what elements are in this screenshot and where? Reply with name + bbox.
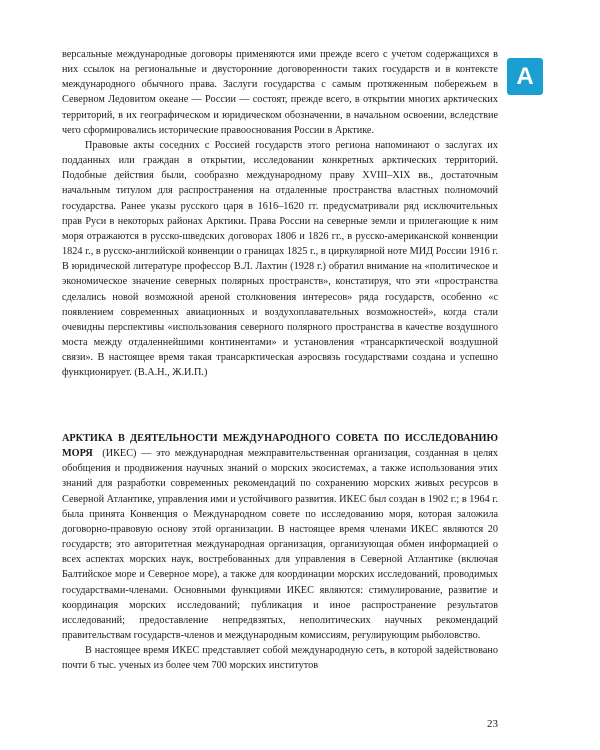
article-ices [62, 431, 498, 674]
page-number: 23 [487, 718, 498, 730]
article-heading: АРКТИКА В ДЕЯТЕЛЬНОСТИ МЕЖДУНАРОДНОГО СОВЕТА ПО ИССЛЕДОВАНИЮ МОРЯ [62, 433, 498, 460]
article-body-text: — это международная межправительственная организация, созданная в целях обобщения и продвижения научных знаний о морских экосистемах, а также использования этих знаний для разработки современных рекомендаций по сохранению морских живых ресурсов в Северной Атлантике, управления ими и устойчивого развития. ИКЕС был создан в 1902 г.; в 1964 г. была принята Конвенция о Международном совете по исследованию моря, которая заложила договорно-правовую основу этой организации. В настоящее время членами ИКЕС являются 20 государств; это авторитетная международная организация, организующая обмен информацией о всех аспектах морских наук, востребованных для управления в Северной Атлантике (включая Балтийское море и Северное море), а также для координации морских исследований, проводимых государствами-членами. Основными функциями ИКЕС являются: стимулирование, развитие и координация морских исследований; публикация и иное распространение результатов исследований; предоставление непредвзятых, неполитических научных рекомендаций правительствам государств-членов и международным комиссиям, регулирующим рыболовство. [62, 448, 499, 642]
section-letter: A [516, 62, 534, 90]
paragraph: Правовые акты соседних с Россией государств этого региона напоминают о заслугах их подданных или граждан в открытии, исследовании конкретных арктических территорий. Подобные действия были, сообразно международному праву XVIII–XIX вв., достаточным начальным титулом для распространения на отдаленные пространства властных полномочий государства. Ранее указы русского царя в 1616–1620 гг. предусматривали ряд исключительных прав Руси в некоторых районах Арктики. Права России на северные земли и прилегающие к ним моря отражаются в русско-шведских договорах 1806 и 1826 гг., в русско-американской конвенции 1824 г., в русско-английской конвенции о границах 1825 г., в циркулярной ноте МИД России 1916 г. В юридической литературе профессор В.Л. Лахтин (1928 г.) обратил внимание на «политическое и экономическое значение северных полярных пространств», констатируя, что эти «пространства сделались новой возможной ареной столкновения интересов» ряда государств, особенно «с появлением современных авиационных и воздухоплавательных возможностей», когда стали очевидны перспективы «использования северного полярного пространства в качестве воздушного моста между отдаленнейшими континентами» и установления «трансарктической воздушной связи». В настоящее время такая трансарктическая аэросвязь государствами создана и успешно функционирует. (В.А.Н., Ж.И.П.) [62, 139, 498, 379]
continued-article-text [62, 47, 498, 380]
section-letter-tab [507, 58, 543, 95]
article-first-paragraph [62, 431, 498, 643]
article-continuation-paragraph: В настоящее время ИКЕС представляет собой международную сеть, в которой задействовано почти 6 тыс. ученых из более чем 700 морских институтов [62, 645, 498, 672]
paragraph: версальные международные договоры применяются ими прежде всего с учетом содержащихся в них ссылок на региональные и двусторонние договоренности таких государств и в контексте международного обычного права. Заслуги государства с самым протяженным побережьем в Северном Ледовитом океане — России — состоят, прежде всего, в открытии многих арктических территорий, в их географическом и юридическом обозначении, в начальном освоении, вследствие чего сформировались исторические правооснования России в Арктике. [62, 49, 498, 136]
article-abbreviation: (ИКЕС) [102, 448, 137, 460]
